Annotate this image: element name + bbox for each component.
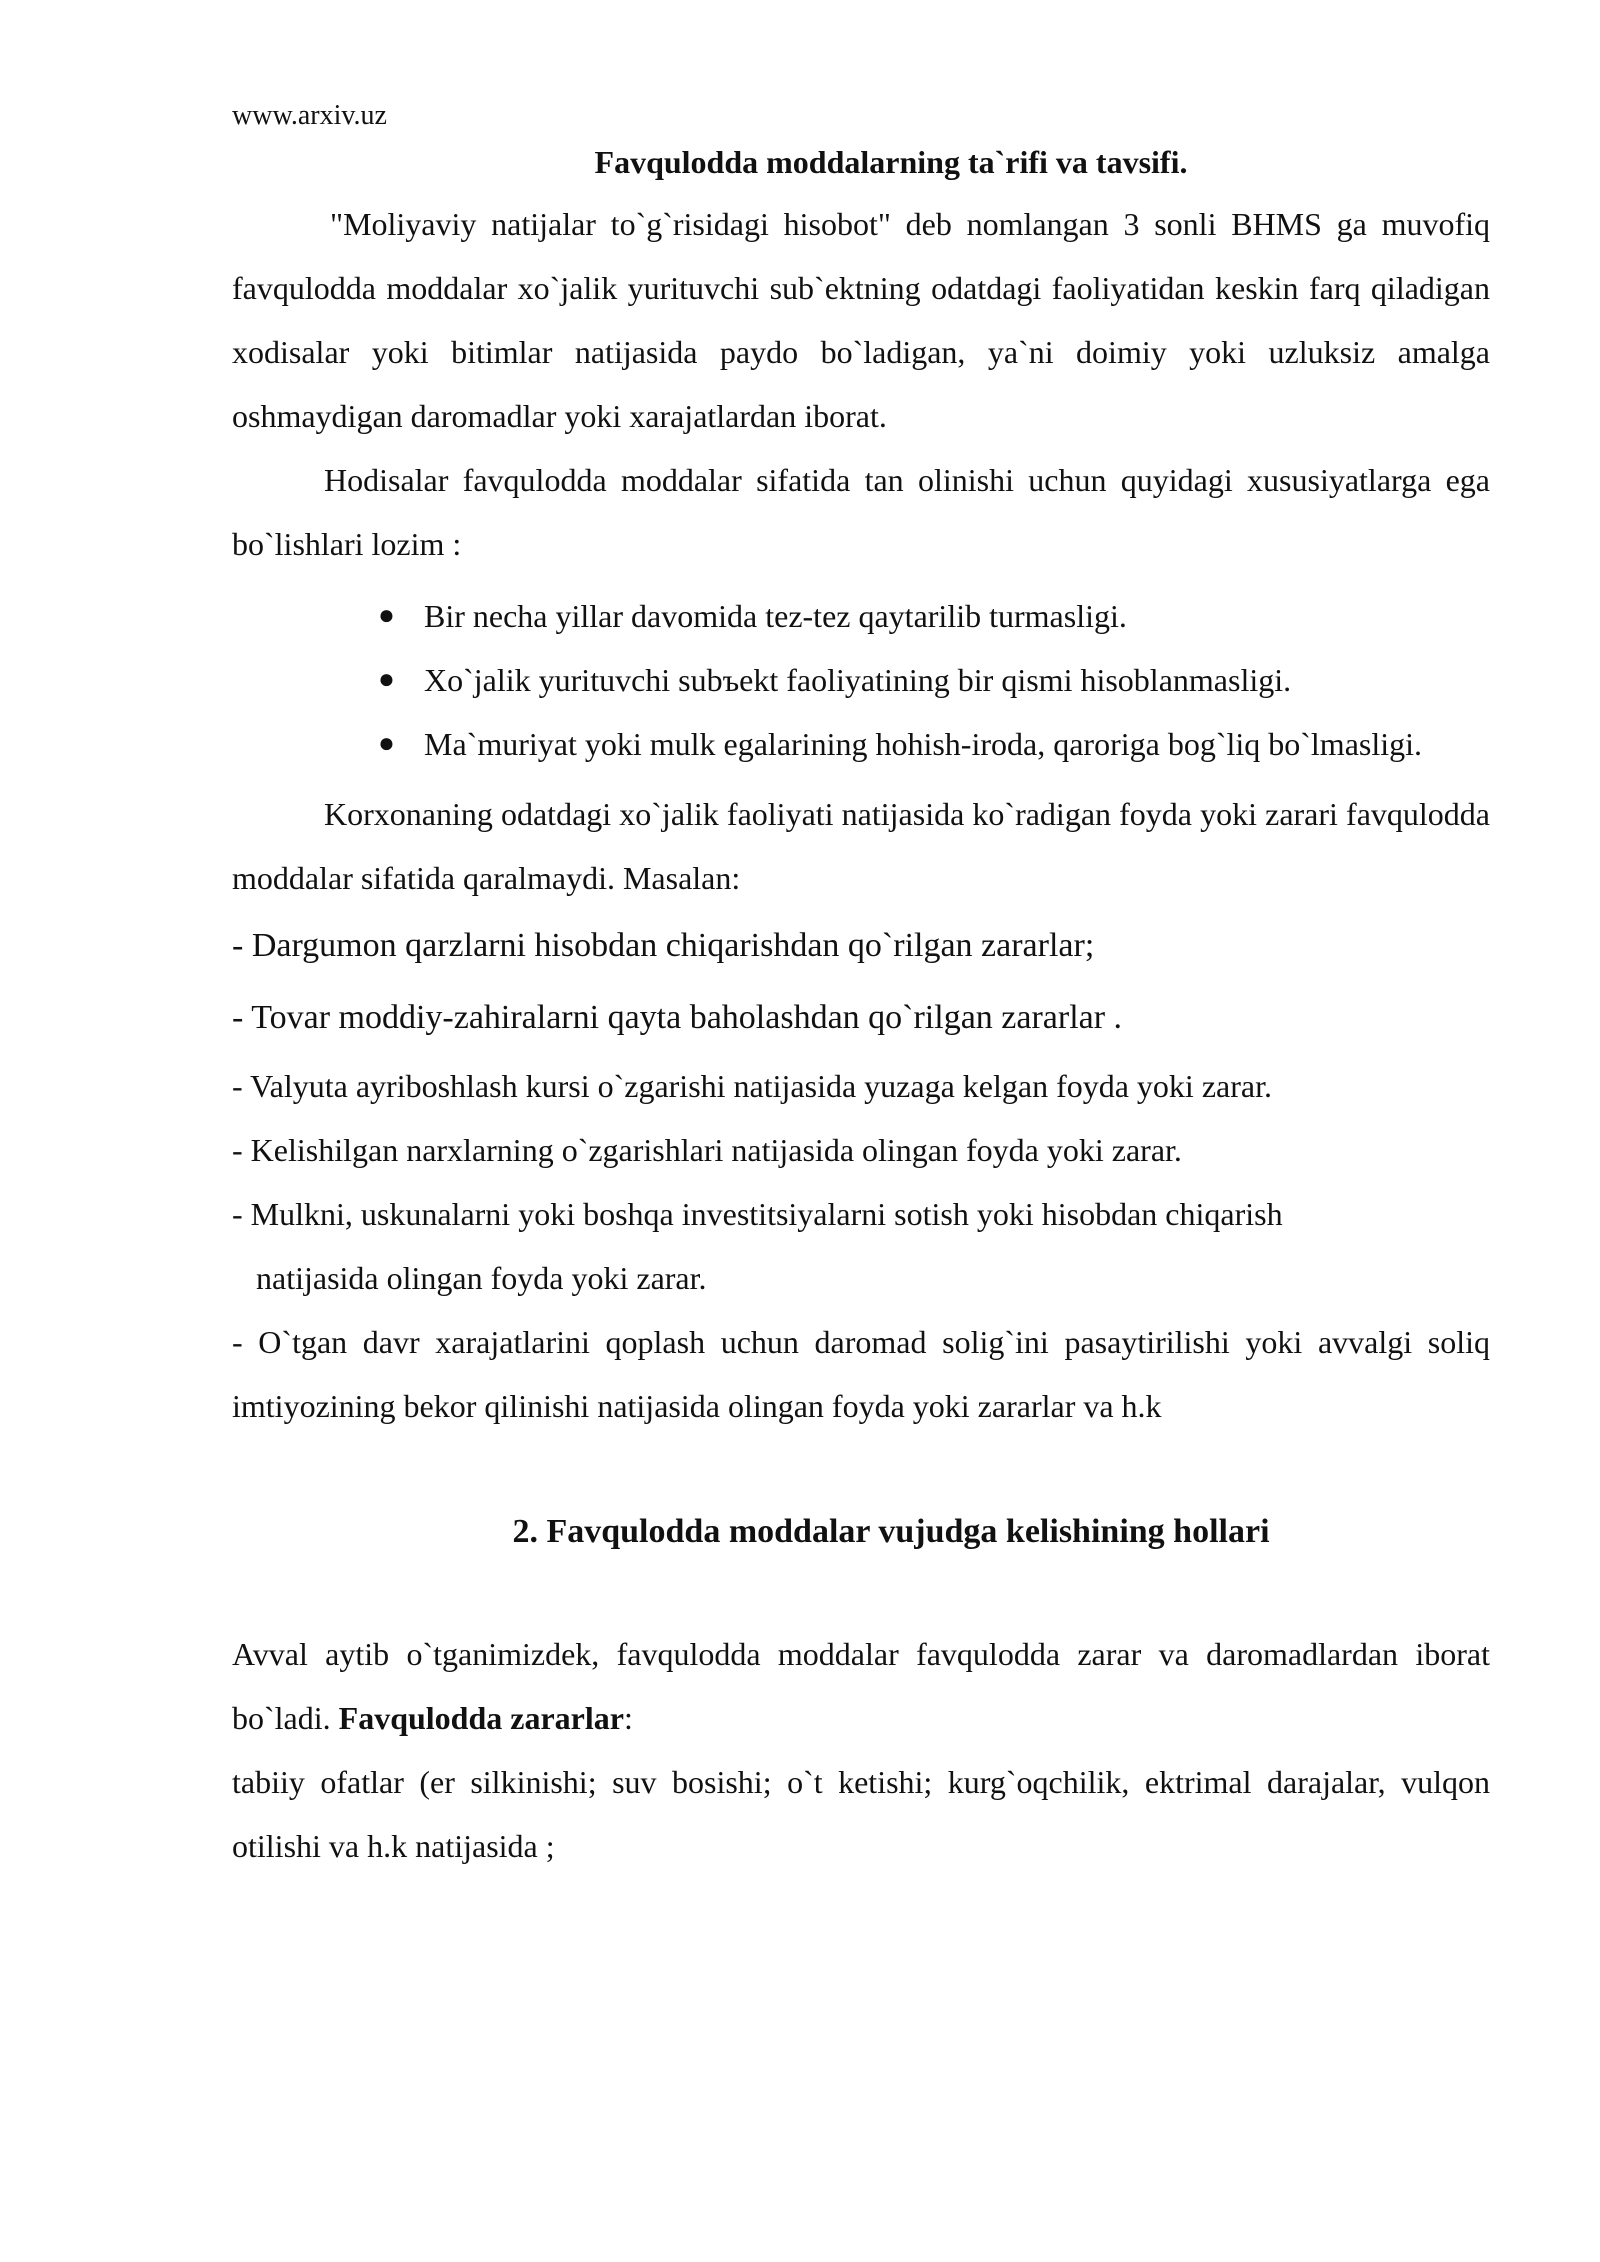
dash-item-continuation: natijasida olingan foyda yoki zarar. bbox=[256, 1260, 707, 1296]
paragraph-natural-disasters: tabiiy ofatlar (er silkinishi; suv bosishi; o`t ketishi; kurg`oqchilik, ektrimal darajalar, vulqon otilishi va h.k natijasida ; bbox=[232, 1764, 1490, 1864]
dash-item: - Mulkni, uskunalarni yoki boshqa investitsiyalarni sotish yoki hisobdan chiqarish bbox=[232, 1196, 1283, 1232]
bullet-icon: ● bbox=[378, 664, 395, 695]
list-item-text: Bir necha yillar davomida tez-tez qaytarilib turmasligi. bbox=[424, 598, 1127, 634]
bold-term: Favqulodda zararlar bbox=[338, 1700, 624, 1736]
dash-item: - O`tgan davr xarajatlarini qoplash uchun daromad solig`ini pasaytirilishi yoki avvalgi soliq imtiyozining bekor qilinishi natijasida olingan foyda yoki zararlar va h.k bbox=[232, 1324, 1490, 1424]
dash-item: - Dargumon qarzlarni hisobdan chiqarishdan qo`rilgan zararlar; bbox=[232, 927, 1095, 964]
bullet-icon: ● bbox=[378, 728, 395, 759]
paragraph-text: : bbox=[623, 1700, 633, 1736]
dash-item: - Kelishilgan narxlarning o`zgarishlari natijasida olingan foyda yoki zarar. bbox=[232, 1132, 1182, 1168]
dash-item: - Valyuta ayriboshlash kursi o`zgarishi natijasida yuzaga kelgan foyda yoki zarar. bbox=[232, 1068, 1272, 1104]
list-item-text: Xo`jalik yurituvchi subъekt faoliyatining bir qismi hisoblanmasligi. bbox=[424, 662, 1292, 698]
paragraph-examples-intro: Korxonaning odatdagi xo`jalik faoliyati natijasida ko`radigan foyda yoki zarari favqulodda moddalar sifatida qaralmaydi. Masalan: bbox=[232, 796, 1490, 896]
paragraph-text: Avval aytib o`tganimizdek, favqulodda moddalar favqulodda zarar va daromadlardan iborat bo`ladi. bbox=[232, 1636, 1490, 1736]
list-item bbox=[378, 712, 1490, 776]
list-item bbox=[378, 648, 1490, 712]
section-title: 2. Favqulodda moddalar vujudga kelishining hollari bbox=[512, 1513, 1270, 1550]
list-item-text: Ma`muriyat yoki mulk egalarining hohish-iroda, qaroriga bog`liq bo`lmasligi. bbox=[424, 726, 1423, 762]
page-title: Favqulodda moddalarning ta`rifi va tavsifi. bbox=[594, 144, 1188, 180]
document-page bbox=[232, 96, 1490, 1878]
paragraph-criteria-intro: Hodisalar favqulodda moddalar sifatida tan olinishi uchun quyidagi xususiyatlarga ega bo`lishlari lozim : bbox=[232, 462, 1490, 562]
paragraph-definition: "Moliyaviy natijalar to`g`risidagi hisobot" deb nomlangan 3 sonli BHMS ga muvofiq favqulodda moddalar xo`jalik yurituvchi sub`ektning odatdagi faoliyatidan keskin farq qiladigan xodisalar yoki bitimlar natijasida paydo bo`ladigan, ya`ni doimiy yoki uzluksiz amalga oshmaydigan daromadlar yoki xarajatlardan iborat. bbox=[232, 206, 1490, 434]
criteria-list bbox=[232, 584, 1490, 776]
list-item bbox=[378, 584, 1490, 648]
paragraph-section2 bbox=[232, 1622, 1490, 1750]
header-url: www.arxiv.uz bbox=[232, 100, 387, 131]
dash-item: - Tovar moddiy-zahiralarni qayta baholashdan qo`rilgan zararlar . bbox=[232, 999, 1123, 1036]
bullet-icon: ● bbox=[378, 600, 395, 631]
